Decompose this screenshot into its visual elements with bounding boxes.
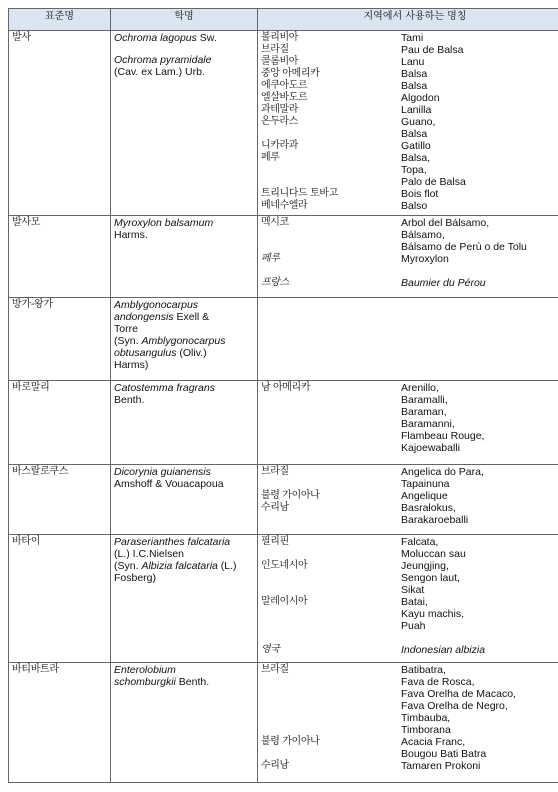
- scientific-name-line: [114, 229, 254, 241]
- region-label: [261, 548, 401, 560]
- standard-name-cell: 발사모: [9, 216, 111, 298]
- scientific-name-text: Sw.: [196, 32, 217, 44]
- local-name: Falcata,: [401, 536, 439, 548]
- scientific-name-line: [114, 548, 254, 560]
- scientific-name-italic: Amblygonocarpus: [114, 299, 199, 311]
- scientific-name-italic: Dicorynia guianensis: [114, 466, 211, 478]
- local-name: Flambeau Rouge,: [401, 430, 485, 442]
- local-name: Bálsamo,: [401, 229, 445, 241]
- local-name: Kajoewaballi: [401, 442, 460, 454]
- local-names-cell: [258, 216, 558, 298]
- region-label: [261, 700, 401, 712]
- table-row: [9, 535, 558, 663]
- table-row: [9, 381, 558, 465]
- region-label: 콜롬비아: [261, 56, 299, 67]
- scientific-name-cell: [111, 381, 258, 465]
- scientific-name-line: [114, 478, 254, 490]
- local-name: Barakaroeballi: [401, 514, 469, 526]
- local-name: Bálsamo de Perù o de Tolu: [401, 241, 527, 253]
- scientific-name-text: (L.): [217, 560, 237, 572]
- region-label: [261, 418, 401, 430]
- region-label: 엘살바도르: [261, 92, 308, 103]
- scientific-name-line: [114, 32, 254, 44]
- local-name: Fava de Rosca,: [401, 676, 475, 688]
- scientific-name-italic: Albizia falcataria: [141, 560, 218, 572]
- region-label: 브라질: [261, 664, 289, 675]
- scientific-name-line: [114, 359, 254, 371]
- local-names-list: [261, 466, 558, 526]
- species-table: [8, 8, 558, 783]
- region-label: [261, 229, 401, 241]
- region-label: 남 아메리카: [261, 382, 311, 393]
- region-label: 니카라과: [261, 140, 299, 151]
- region-label: 말레이시아: [261, 596, 308, 607]
- scientific-name-line: [114, 323, 254, 335]
- scientific-name-line: [114, 394, 254, 406]
- local-name: Batibatra,: [401, 664, 446, 676]
- local-name: Lanilla: [401, 104, 432, 116]
- region-label: 필리핀: [261, 536, 289, 547]
- local-name: Tapainuna: [401, 478, 450, 490]
- local-name: Palo de Balsa: [401, 176, 466, 188]
- scientific-name-italic: Ochroma pyramidale: [114, 54, 212, 66]
- scientific-name-text: Fosberg): [114, 572, 157, 584]
- local-names-list: [261, 536, 558, 656]
- scientific-name-italic: obtusangulus: [114, 347, 177, 359]
- scientific-name-cell: [111, 216, 258, 298]
- region-label: [261, 442, 401, 454]
- region-label: [261, 394, 401, 406]
- region-label: 페루: [261, 253, 280, 264]
- local-names-list: [261, 32, 558, 212]
- region-label: [261, 724, 401, 736]
- region-label: [261, 608, 401, 620]
- table-row: [9, 31, 558, 216]
- standard-name-cell: 바로말리: [9, 381, 111, 465]
- local-names-list: [261, 217, 558, 289]
- region-label: 수리남: [261, 760, 289, 771]
- region-label: 온두라스: [261, 116, 299, 127]
- region-label: 에쿠아도르: [261, 80, 308, 91]
- local-name: Balso: [401, 200, 428, 212]
- scientific-name-cell: [111, 535, 258, 663]
- local-names-cell: [258, 535, 558, 663]
- local-name: Timborana: [401, 724, 451, 736]
- local-name: Pau de Balsa: [401, 44, 464, 56]
- scientific-name-line: [114, 335, 254, 347]
- scientific-name-text: (L.) I.C.Nielsen: [114, 548, 185, 560]
- region-label: 불령 가이아나: [261, 736, 320, 747]
- local-names-list: [261, 382, 558, 454]
- table-row: [9, 663, 558, 783]
- region-label: 과테말라: [261, 104, 299, 115]
- local-name: Arbol del Bálsamo,: [401, 217, 490, 229]
- table-header-row: [9, 9, 558, 31]
- local-name: Balsa,: [401, 152, 431, 164]
- local-name: Sikat: [401, 584, 425, 596]
- region-label: 볼리비아: [261, 32, 299, 43]
- region-label: 멕시코: [261, 217, 289, 228]
- local-name: Myroxylon: [401, 253, 449, 265]
- scientific-name-line: [114, 382, 254, 394]
- local-names-cell: [258, 381, 558, 465]
- scientific-name-text: Torre: [114, 323, 138, 335]
- header-standard-name: 표준명: [9, 9, 111, 31]
- region-label: [261, 430, 401, 442]
- scientific-name-cell: [111, 31, 258, 216]
- region-label: 브라질: [261, 44, 289, 55]
- local-names-list: [261, 664, 558, 772]
- local-name: Kayu machis,: [401, 608, 465, 620]
- region-label: [261, 676, 401, 688]
- scientific-name-italic: Enterolobium: [114, 664, 176, 676]
- scientific-name-line: [114, 572, 254, 584]
- region-label: 브라질: [261, 466, 289, 477]
- scientific-name-line: [114, 54, 254, 66]
- local-name: Baramalli,: [401, 394, 448, 406]
- region-label: 중앙 아메리카: [261, 68, 320, 79]
- scientific-name-text: (Syn.: [114, 335, 142, 347]
- standard-name-cell: 바스랄로쿠스: [9, 465, 111, 535]
- scientific-name-text: (Cav. ex Lam.) Urb.: [114, 66, 205, 78]
- local-name: Angelica do Para,: [401, 466, 484, 478]
- region-label: [261, 620, 401, 632]
- scientific-name-line: [114, 676, 254, 688]
- scientific-name-text: Exell &: [173, 311, 210, 323]
- scientific-name-line: [114, 536, 254, 548]
- region-label: 트리니다드 토바고: [261, 188, 338, 199]
- local-name: Baramanni,: [401, 418, 455, 430]
- region-label: [261, 688, 401, 700]
- region-label: 수리남: [261, 502, 289, 513]
- region-label: [261, 632, 401, 644]
- scientific-name-line: [114, 44, 254, 54]
- table-row: [9, 298, 558, 381]
- scientific-name-text: Harms.: [114, 229, 148, 241]
- local-name: Gatillo: [401, 140, 431, 152]
- scientific-name-line: [114, 466, 254, 478]
- region-label: [261, 712, 401, 724]
- standard-name-cell: 방가-왕가: [9, 298, 111, 381]
- standard-name-cell: 바타이: [9, 535, 111, 663]
- table-row: [9, 216, 558, 298]
- local-name: Basralokus,: [401, 502, 456, 514]
- region-label: 영국: [261, 644, 280, 655]
- region-label: [261, 584, 401, 596]
- local-name: Bois flot: [401, 188, 439, 200]
- local-name: Topa,: [401, 164, 427, 176]
- scientific-name-italic: Amblygonocarpus: [141, 335, 226, 347]
- local-name: Balsa: [401, 80, 428, 92]
- local-name: Tamaren Prokoni: [401, 760, 481, 772]
- local-name: Arenillo,: [401, 382, 439, 394]
- region-label: [261, 241, 401, 253]
- local-name: Lanu: [401, 56, 425, 68]
- local-name: Balsa: [401, 128, 428, 140]
- local-name: Guano,: [401, 116, 436, 128]
- region-label: [261, 478, 401, 490]
- scientific-name-text: Benth.: [114, 394, 145, 406]
- local-name: Puah: [401, 620, 426, 632]
- local-names-cell: [258, 465, 558, 535]
- standard-name-cell: 발사: [9, 31, 111, 216]
- scientific-name-cell: [111, 298, 258, 381]
- local-name: Algodon: [401, 92, 440, 104]
- region-label: [261, 514, 401, 526]
- table-body: [9, 31, 558, 783]
- region-label: 프랑스: [261, 277, 289, 288]
- local-name: [401, 632, 558, 644]
- region-label: 불령 가이아나: [261, 490, 320, 501]
- local-name: Tami: [401, 32, 424, 44]
- scientific-name-text: Benth.: [175, 676, 210, 688]
- scientific-name-text: Harms): [114, 359, 149, 371]
- scientific-name-italic: Catostemma fragrans: [114, 382, 215, 394]
- scientific-name-italic: Ochroma lagopus: [114, 32, 197, 44]
- scientific-name-cell: [111, 663, 258, 783]
- region-label: [261, 164, 401, 176]
- region-label: [261, 406, 401, 418]
- region-label: [261, 176, 401, 188]
- scientific-name-line: [114, 311, 254, 323]
- local-name: Batai,: [401, 596, 428, 608]
- scientific-name-line: [114, 347, 254, 359]
- region-label: 인도네시아: [261, 560, 308, 571]
- local-name: Balsa: [401, 68, 428, 80]
- header-scientific-name: 학명: [111, 9, 258, 31]
- scientific-name-text: (Syn.: [114, 560, 142, 572]
- table-row: [9, 465, 558, 535]
- scientific-name-italic: schomburgkii: [114, 676, 176, 688]
- scientific-name-italic: andongensis: [114, 311, 174, 323]
- local-name: Sengon laut,: [401, 572, 460, 584]
- local-name: Moluccan sau: [401, 548, 466, 560]
- local-name: Baraman,: [401, 406, 447, 418]
- local-name: Jeungjing,: [401, 560, 449, 572]
- local-name: Bougou Bati Batra: [401, 748, 487, 760]
- local-name: Indonesian albizia: [401, 644, 486, 656]
- region-label: [261, 265, 401, 277]
- local-names-cell: [258, 31, 558, 216]
- scientific-name-line: [114, 299, 254, 311]
- local-name: [401, 265, 558, 277]
- scientific-name-italic: Myroxylon balsamum: [114, 217, 214, 229]
- region-label: 베네수엘라: [261, 200, 308, 211]
- scientific-name-cell: [111, 465, 258, 535]
- scientific-name-line: [114, 217, 254, 229]
- scientific-name-line: [114, 560, 254, 572]
- local-name: Fava Orelha de Negro,: [401, 700, 508, 712]
- header-local-names: 지역에서 사용하는 명칭: [258, 9, 558, 31]
- scientific-name-line: [114, 664, 254, 676]
- standard-name-cell: 바티바트라: [9, 663, 111, 783]
- local-name: Baumier du Pérou: [401, 277, 486, 289]
- local-name: Angelique: [401, 490, 448, 502]
- region-label: 페루: [261, 152, 280, 163]
- scientific-name-italic: Paraserianthes falcataria: [114, 536, 231, 548]
- scientific-name-text: (Oliv.): [176, 347, 207, 359]
- scientific-name-line: [114, 66, 254, 78]
- local-name: Timbauba,: [401, 712, 451, 724]
- region-label: [261, 128, 401, 140]
- scientific-name-text: Amshoff & Vouacapoua: [114, 478, 224, 490]
- local-names-cell: [258, 663, 558, 783]
- local-name: Fava Orelha de Macaco,: [401, 688, 516, 700]
- local-names-cell: [258, 298, 558, 381]
- local-name: Acacia Franc,: [401, 736, 466, 748]
- region-label: [261, 748, 401, 760]
- region-label: [261, 572, 401, 584]
